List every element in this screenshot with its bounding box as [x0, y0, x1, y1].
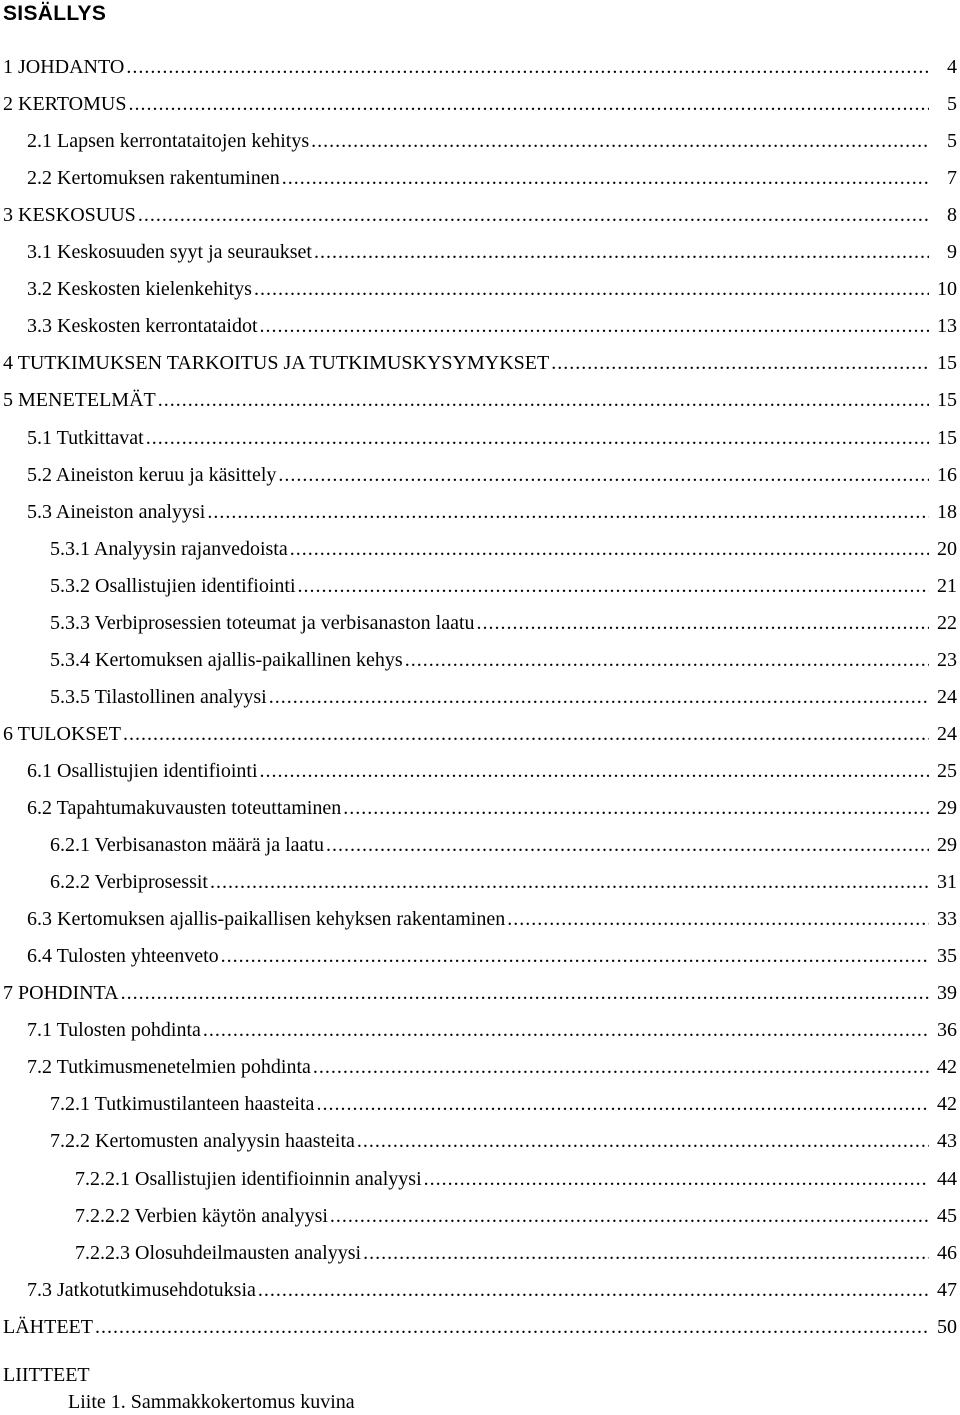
dot-leader [507, 904, 929, 934]
toc-entry-title: 5.3.4 Kertomuksen ajallis-paikallinen kehys [50, 648, 403, 671]
dot-leader [123, 719, 929, 749]
dot-leader [330, 1201, 929, 1231]
dot-leader [405, 645, 929, 675]
toc-entry[interactable] [0, 274, 960, 304]
toc-entry[interactable] [0, 423, 960, 453]
toc-entry[interactable] [0, 52, 960, 82]
toc-entry-page-number: 24 [937, 685, 957, 708]
toc-entry-title: 7.2.1 Tutkimustilanteen haasteita [50, 1093, 315, 1116]
toc-entry-title: 2.2 Kertomuksen rakentuminen [27, 167, 280, 190]
appendix-heading: LIITTEET [3, 1364, 90, 1386]
toc-entry-title: 5 MENETELMÄT [3, 389, 156, 412]
toc-entry[interactable] [0, 571, 960, 601]
toc-entry-title: 5.3.1 Analyysin rajanvedoista [50, 537, 288, 560]
toc-entry-page-number: 42 [937, 1056, 957, 1079]
toc-entry-page-number: 31 [937, 871, 957, 894]
toc-entry-page-number: 15 [937, 389, 957, 412]
toc-entry-page-number: 8 [947, 204, 957, 227]
toc-entry-page-number: 5 [947, 130, 957, 153]
toc-entry-page-number: 18 [937, 500, 957, 523]
toc-entry-page-number: 15 [937, 426, 957, 449]
dot-leader [258, 1275, 929, 1305]
dot-leader [326, 830, 929, 860]
toc-entry-title: 7.3 Jatkotutkimusehdotuksia [27, 1278, 256, 1301]
toc-entry[interactable] [0, 1238, 960, 1268]
toc-entry-page-number: 15 [937, 352, 957, 375]
toc-entry-page-number: 47 [937, 1278, 957, 1301]
dot-leader [477, 608, 929, 638]
toc-entry-page-number: 23 [937, 648, 957, 671]
toc-entry-page-number: 43 [937, 1130, 957, 1153]
toc-entry-title: 4 TUTKIMUKSEN TARKOITUS JA TUTKIMUSKYSYMYKSET [3, 352, 550, 375]
toc-entry-title: 6.4 Tulosten yhteenveto [27, 945, 219, 968]
toc-entry[interactable] [0, 1089, 960, 1119]
toc-entry[interactable] [0, 534, 960, 564]
toc-entry-page-number: 5 [947, 93, 957, 116]
dot-leader [146, 423, 929, 453]
toc-entry-page-number: 46 [937, 1241, 957, 1264]
toc-entry-title: 3.1 Keskosuuden syyt ja seuraukset [27, 241, 312, 264]
toc-entry-title: 5.3 Aineiston analyysi [27, 500, 206, 523]
dot-leader [260, 756, 929, 786]
toc-entry-title: 7.2.2 Kertomusten analyysin haasteita [50, 1130, 355, 1153]
toc-entry-title: 7.2.2.3 Olosuhdeilmausten analyysi [75, 1241, 362, 1264]
toc-entry-page-number: 33 [937, 908, 957, 931]
dot-leader [278, 460, 929, 490]
toc-entry[interactable] [0, 793, 960, 823]
toc-entry[interactable] [0, 1275, 960, 1305]
toc-entry[interactable] [0, 385, 960, 415]
toc-entry[interactable] [0, 311, 960, 341]
toc-entry-page-number: 20 [937, 537, 957, 560]
toc-entry[interactable] [0, 200, 960, 230]
toc-entry-page-number: 35 [937, 945, 957, 968]
dot-leader [316, 1089, 929, 1119]
toc-entry-title: 6.2.2 Verbiprosessit [50, 871, 208, 894]
dot-leader [424, 1164, 929, 1194]
dot-leader [95, 1312, 929, 1342]
toc-entry-title: 6 TULOKSET [3, 722, 121, 745]
toc-entry-title: 3.3 Keskosten kerrontataidot [27, 315, 258, 338]
toc-entry-page-number: 29 [937, 797, 957, 819]
toc-entry-page-number: 29 [937, 834, 957, 857]
toc-entry[interactable] [0, 1126, 960, 1156]
toc-entry[interactable] [0, 348, 960, 378]
toc-entry-title: 5.3.3 Verbiprosessien toteumat ja verbisanaston laatu [50, 611, 475, 634]
toc-entry[interactable] [0, 460, 960, 490]
dot-leader [254, 274, 929, 304]
dot-leader [298, 571, 929, 601]
toc-entry-title: 2.1 Lapsen kerrontataitojen kehitys [27, 130, 310, 153]
toc-entry-title: 6.1 Osallistujien identifiointi [27, 759, 258, 782]
toc-entry[interactable] [0, 682, 960, 712]
dot-leader [128, 89, 929, 119]
toc-entry[interactable] [0, 867, 960, 897]
appendix-item: Liite 1. Sammakkokertomus kuvina [68, 1391, 355, 1413]
toc-entry-page-number: 9 [947, 241, 957, 264]
toc-entry-page-number: 24 [937, 722, 957, 745]
toc-entry[interactable] [0, 237, 960, 267]
toc-entry[interactable] [0, 941, 960, 971]
toc-entry-page-number: 13 [937, 315, 957, 338]
dot-leader [269, 682, 929, 712]
toc-entry-page-number: 22 [937, 611, 957, 634]
toc-entry-title: 3.2 Keskosten kielenkehitys [27, 278, 252, 301]
toc-entry-title: 6.2.1 Verbisanaston määrä ja laatu [50, 834, 324, 857]
dot-leader [313, 1052, 929, 1082]
dot-leader [311, 126, 929, 156]
dot-leader [260, 311, 930, 341]
toc-entry-title: 7.2.2.1 Osallistujien identifioinnin analyysi [75, 1167, 422, 1190]
toc-entry-page-number: 4 [947, 56, 957, 78]
dot-leader [282, 163, 929, 193]
toc-entry[interactable] [0, 1015, 960, 1045]
dot-leader [221, 941, 929, 971]
dot-leader [551, 348, 929, 378]
toc-entry-title: 2 KERTOMUS [3, 93, 127, 116]
toc-entry-page-number: 7 [947, 167, 957, 190]
toc-entry-title: LÄHTEET [3, 1315, 93, 1338]
toc-entry[interactable] [0, 497, 960, 527]
toc-entry-page-number: 44 [937, 1167, 957, 1190]
toc-entry-title: 5.3.5 Tilastollinen analyysi [50, 685, 267, 708]
toc-entry[interactable] [0, 1052, 960, 1082]
dot-leader [357, 1126, 929, 1156]
dot-leader [290, 534, 929, 564]
dot-leader [138, 200, 929, 230]
toc-entry[interactable] [0, 756, 960, 786]
dot-leader [121, 978, 929, 1008]
toc-entry[interactable] [0, 1164, 960, 1194]
toc-entry[interactable] [0, 608, 960, 638]
dot-leader [210, 867, 929, 897]
toc-entry[interactable] [0, 126, 960, 156]
toc-entry-title: 7.2 Tutkimusmenetelmien pohdinta [27, 1056, 311, 1079]
dot-leader [363, 1238, 929, 1268]
toc-entry-page-number: 36 [937, 1019, 957, 1042]
toc-entry-title: 7.1 Tulosten pohdinta [27, 1019, 201, 1042]
dot-leader [126, 52, 929, 82]
dot-leader [158, 385, 929, 415]
dot-leader [314, 237, 929, 267]
dot-leader [203, 1015, 929, 1045]
toc-entry[interactable] [0, 645, 960, 675]
toc-entry-title: 5.3.2 Osallistujien identifiointi [50, 574, 296, 597]
toc-entry-title: 3 KESKOSUUS [3, 204, 136, 227]
toc-entry[interactable] [0, 719, 960, 749]
toc-entry-page-number: 42 [937, 1093, 957, 1116]
toc-entry-page-number: 45 [937, 1204, 957, 1227]
toc-entry-title: 7.2.2.2 Verbien käytön analyysi [75, 1204, 328, 1227]
toc-entry-title: 6.2 Tapahtumakuvausten toteuttaminen [27, 797, 342, 819]
page-title: SISÄLLYS [3, 2, 107, 25]
toc-entry-page-number: 50 [937, 1315, 957, 1338]
toc-entry-page-number: 25 [937, 759, 957, 782]
toc-entry[interactable] [0, 1201, 960, 1231]
toc-entry-title: 6.3 Kertomuksen ajallis-paikallisen kehyksen rakentaminen [27, 908, 506, 931]
toc-entry[interactable] [0, 904, 960, 934]
toc-entry-page-number: 10 [937, 278, 957, 301]
toc-entry[interactable] [0, 830, 960, 860]
toc-entry[interactable] [0, 89, 960, 119]
toc-entry-title: 7 POHDINTA [3, 982, 119, 1005]
toc-entry-page-number: 16 [937, 463, 957, 486]
toc-entry[interactable] [0, 978, 960, 1008]
toc-entry-page-number: 21 [937, 574, 957, 597]
dot-leader [207, 497, 929, 527]
toc-entry-page-number: 39 [937, 982, 957, 1005]
toc-entry-title: 5.2 Aineiston keruu ja käsittely [27, 463, 277, 486]
dot-leader [343, 793, 929, 823]
toc-entry-title: 1 JOHDANTO [3, 56, 125, 78]
toc-entry[interactable] [0, 163, 960, 193]
toc-entry-title: 5.1 Tutkittavat [27, 426, 144, 449]
toc-entry[interactable] [0, 1312, 960, 1342]
